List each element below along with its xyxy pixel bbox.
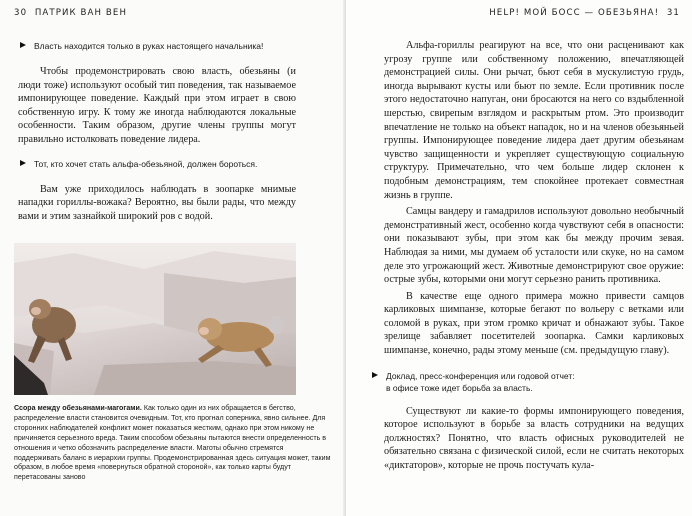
left-text-column: [18, 40, 296, 232]
right-page-number: 31: [666, 8, 680, 18]
paragraph: Чтобы продемонстрировать свою власть, обезьяны (и люди тоже) используют особый тип поведения, так называемое импонирующее поведение. Каждый при этом играет в свою собственную игру. К тому же иногда наблюдаются локальные особенности. Таким образом, другие члены группы могут правильно истолковать поведение лидера.: [18, 66, 296, 145]
body-text: [18, 183, 296, 224]
body-text: [18, 65, 296, 147]
left-page-number: 30: [14, 8, 28, 18]
triangle-bullet-icon: [20, 42, 26, 48]
bullet-point: Доклад, пресс-конференция или годовой отчет: в офисе тоже идет борьба за власть.: [370, 370, 684, 394]
triangle-bullet-icon: [372, 372, 378, 378]
paragraph: Альфа-гориллы реагируют на все, что они расценивают как угрозу группе или собственному положению, впечатляющей демонстрацией силы. Они рычат, бьют себя в мускулистую грудь, иногда вырывают кусты или бьют по земле. Если противник после этого недостаточно напуган, они бросаются на него со вздыбленной шерстью, свирепым взглядом и раскрытым ртом. Это производит впечатление не только на объект нападок, но и на членов обезьяньей группы. Импонирующее поведение лидера дает другим обезьянам чувство защищенности и укрепляет существующую социальную структуру. Примечательно, что чем больше лидер склонен к подобным демонстрациям, тем спокойнее протекает совместная жизнь в группе.: [384, 40, 684, 201]
right-header-title: HELP! МОЙ БОСС — ОБЕЗЬЯНА!: [489, 8, 660, 18]
left-header-author: ПАТРИК ВАН ВЕН: [34, 8, 128, 18]
bullet-point: Власть находится только в руках настоящего начальника!: [18, 40, 296, 52]
right-running-header: [489, 8, 680, 18]
paragraph: Вам уже приходилось наблюдать в зоопарке мнимые нападки гориллы-вожака? Вероятно, вы были рады, что между вами и этим зазнайкой широкий ров с водой.: [18, 183, 296, 222]
right-text-column: [384, 39, 684, 482]
left-running-header: [14, 8, 127, 18]
caption-title: Ссора между обезьянами-магогами.: [14, 404, 142, 412]
paragraph: В качестве еще одного примера можно привести самцов карликовых шимпанзе, которые бегают по вольеру с ветками или соломой в руках, при этом громко кричат и обнажают зубы. Такое зрелище забавляет посетителей зоопарка. Самки карликовых шимпанзе, конечно, рады этому меньше (см. предыдущую главу).: [384, 290, 684, 357]
triangle-bullet-icon: [20, 160, 26, 166]
right-page: [346, 0, 692, 516]
caption-text: Как только один из них обращается в бегство, распределение власти становится очевидным. Тот, кто прогнал соперника, явно сильнее. Для сторонних наблюдателей конфликт может показаться жестким, однако при этом никому не причиняется серьезного вреда. Таким способом обезьяны пытаются внести определенность в отношения и четко обозначить распределение власти. Маготы обычно стремятся поддерживать баланс в иерархии группы. Продемонстрированная здесь ситуация может, таким образом, в любое время «повернуться обратной стороной», как только карты будут перетасованы заново: [14, 404, 331, 482]
bullet-point: Тот, кто хочет стать альфа-обезьяной, должен бороться.: [18, 158, 296, 170]
paragraph: Существуют ли какие-то формы импонирующего поведения, которое используют в борьбе за власть сотрудники на ведущих должностях? Понятно, что власть офисных руководителей не обязательно связана с физической силой, если не считать некоторых «диктаторов», которые не прочь постучать кула-: [384, 405, 684, 472]
paragraph: Самцы вандеру и гамадрилов используют довольно необычный демонстративный жест, особенно когда чувствуют себя в опасности: они показывают зубы, при этом как бы между прочим зевая. Наблюдая за ними, мы думаем об усталости или скуке, но на самом деле это угрожающий жест. Животные демонстрируют свое оружие: острые зубы, которыми они могут серьезно ранить противника.: [384, 206, 684, 286]
photo-caption: [14, 404, 332, 483]
photo-monkeys-icon: [14, 243, 296, 395]
